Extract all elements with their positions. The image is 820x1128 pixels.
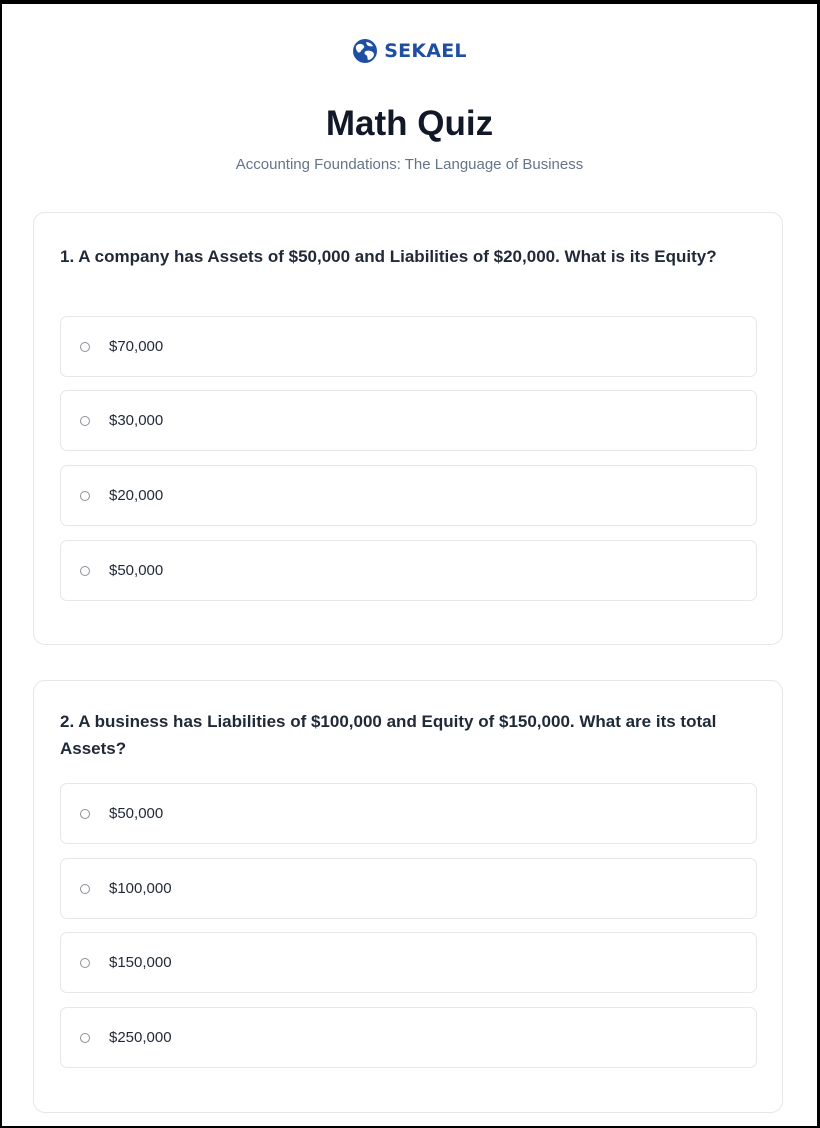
radio-button[interactable] bbox=[80, 884, 90, 894]
answer-option[interactable] bbox=[60, 316, 757, 377]
page-subtitle: Accounting Foundations: The Language of Business bbox=[235, 156, 584, 173]
brand-name: SEKAEL bbox=[384, 40, 467, 62]
question-text: 1. A company has Assets of $50,000 and Liabilities of $20,000. What is its Equity? bbox=[60, 247, 717, 266]
option-label: $250,000 bbox=[109, 1029, 172, 1046]
globe-icon bbox=[352, 38, 378, 64]
radio-button[interactable] bbox=[80, 416, 90, 426]
question-text: 2. A business has Liabilities of $100,000 and Equity of $150,000. What are its total Assets? bbox=[60, 712, 717, 758]
option-label: $30,000 bbox=[109, 412, 164, 429]
answer-option[interactable] bbox=[60, 783, 757, 844]
option-label: $150,000 bbox=[109, 954, 172, 971]
radio-button[interactable] bbox=[80, 491, 90, 501]
answer-option[interactable] bbox=[60, 858, 757, 919]
option-label: $50,000 bbox=[109, 562, 164, 579]
answer-option[interactable] bbox=[60, 1007, 757, 1068]
question-card-2 bbox=[33, 680, 783, 1113]
option-label: $50,000 bbox=[109, 805, 164, 822]
option-label: $20,000 bbox=[109, 487, 164, 504]
answer-option[interactable] bbox=[60, 932, 757, 993]
answer-option[interactable] bbox=[60, 390, 757, 451]
page-title: Math Quiz bbox=[325, 104, 494, 143]
radio-button[interactable] bbox=[80, 566, 90, 576]
radio-button[interactable] bbox=[80, 809, 90, 819]
radio-button[interactable] bbox=[80, 342, 90, 352]
option-label: $70,000 bbox=[109, 338, 164, 355]
option-label: $100,000 bbox=[109, 880, 172, 897]
brand-logo[interactable] bbox=[2, 38, 817, 64]
answer-option[interactable] bbox=[60, 540, 757, 601]
radio-button[interactable] bbox=[80, 1033, 90, 1043]
answer-option[interactable] bbox=[60, 465, 757, 526]
question-card-1 bbox=[33, 212, 783, 645]
radio-button[interactable] bbox=[80, 958, 90, 968]
